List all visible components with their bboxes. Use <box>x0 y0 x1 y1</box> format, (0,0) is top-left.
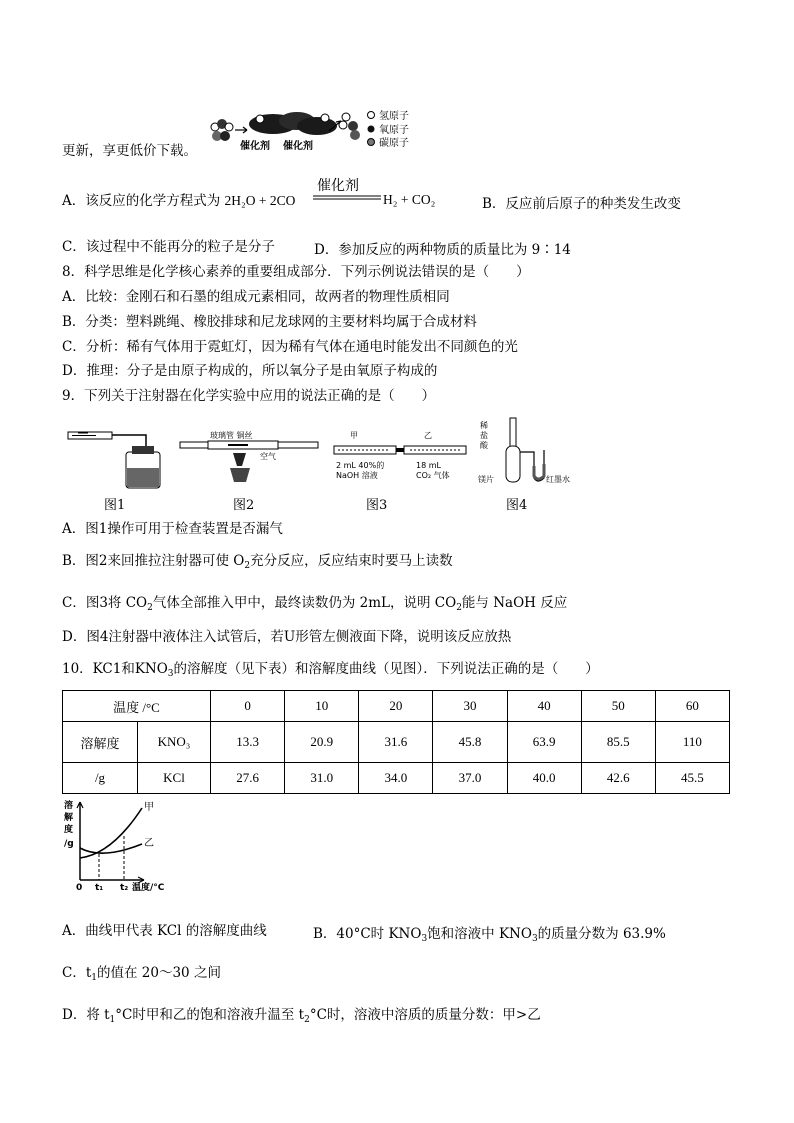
q10-option-a[interactable]: A．曲线甲代表 KCl 的溶解度曲线 <box>62 923 267 939</box>
graph-tick-t1: t₁ <box>95 883 104 893</box>
kcl-10: 31.0 <box>285 763 359 794</box>
q10-option-b-2: 饱和溶液中 KNO <box>427 926 532 942</box>
graph-ylabel-2: 解 <box>64 813 74 823</box>
kcl-30: 37.0 <box>433 763 507 794</box>
q9-option-c-sub2: 2 <box>456 603 462 613</box>
kno3-50: 85.5 <box>581 722 655 763</box>
q10-option-d-sub1: 1 <box>109 1015 116 1025</box>
kcl-20: 34.0 <box>359 763 433 794</box>
figure-1-label: 图1 <box>104 498 126 513</box>
curve-yi <box>80 844 142 853</box>
header-temp-label: 温度 /°C <box>63 691 211 722</box>
q8-stem: 8．科学思维是化学核心素养的重要组成部分．下列示例说法错误的是（ ） <box>62 264 530 280</box>
solubility-table <box>62 690 730 794</box>
graph-ylabel-1: 溶 <box>64 801 74 811</box>
figure-2-label: 图2 <box>233 498 255 513</box>
q10-stem-1: 10．KC1和KNO <box>62 661 168 677</box>
table-row-kcl <box>63 763 730 794</box>
q9-option-c-2: 气体全部推入甲中，最终读数仍为 2mL，说明 CO <box>152 595 457 611</box>
graph-origin: 0 <box>76 883 83 893</box>
q9-option-d[interactable]: D．图4注射器中液体注入试管后，若U形管左侧液面下降，说明该反应放热 <box>62 629 512 645</box>
fig3-label-yi: 乙 <box>424 431 432 440</box>
fig4-label-red-ink: 红墨水 <box>546 475 570 484</box>
fig2-label-air: 空气 <box>260 452 276 461</box>
q9-option-a[interactable]: A．图1操作可用于检查装置是否漏气 <box>62 521 283 537</box>
q10-option-d-1: D．将 t <box>62 1007 110 1023</box>
q7-option-a[interactable] <box>62 192 295 210</box>
q9-stem: 9．下列关于注射器在化学实验中应用的说法正确的是（ ） <box>62 388 436 404</box>
q7-left-text: 更新，享更低价下载。 <box>62 143 197 159</box>
fig4-label-1: 稀 <box>480 421 488 430</box>
table-row-header <box>63 691 730 722</box>
q7-equation-left: 2H₂O + 2CO <box>224 193 296 208</box>
table-row-kno3 <box>63 722 730 763</box>
q7-option-a-prefix: A．该反应的化学方程式为 <box>62 193 221 209</box>
kcl-60: 45.5 <box>655 763 729 794</box>
q7-equation-catalyst: 催化剂 <box>317 178 359 194</box>
q10-stem-2: 的溶解度（见下表）和溶解度曲线（见图）．下列说法正确的是（ ） <box>173 661 599 677</box>
fig2-label-tube: 玻璃管 铜丝 <box>210 431 253 440</box>
figure-1-apparatus <box>66 422 166 490</box>
figure-4-label: 图4 <box>506 498 528 513</box>
q10-option-c-2: 的值在 20～30 之间 <box>97 965 221 981</box>
kcl-40: 40.0 <box>507 763 581 794</box>
q9-option-b[interactable] <box>62 552 453 570</box>
kno3-20: 31.6 <box>359 722 433 763</box>
fig3-label-naoh: NaOH 溶液 <box>336 471 378 480</box>
row-label-kcl-cell <box>63 763 211 794</box>
kcl-50: 42.6 <box>581 763 655 794</box>
figure-3-apparatus <box>332 428 472 486</box>
q7-option-d[interactable]: D．参加反应的两种物质的质量比为 9∶14 <box>314 242 571 258</box>
header-temp-30: 30 <box>433 691 507 722</box>
fig3-label-naoh-vol: 2 mL 40%的 <box>336 461 385 470</box>
kno3-label: KNO₃ <box>157 734 191 749</box>
q7-option-c[interactable]: C．该过程中不能再分的粒子是分子 <box>62 239 275 255</box>
header-temp-60: 60 <box>655 691 729 722</box>
graph-xlabel: 温度/°C <box>132 883 165 893</box>
equation-double-line <box>313 195 381 201</box>
graph-ylabel-4: /g <box>64 839 74 849</box>
row-label-solubility <box>63 722 211 763</box>
solubility-curve-graph <box>62 798 174 894</box>
row-label-top: 溶解度 <box>80 735 120 751</box>
q8-option-b[interactable]: B．分类：塑料跳绳、橡胶排球和尼龙球网的主要材料均属于合成材料 <box>62 314 477 330</box>
graph-ylabel-3: 度 <box>64 825 74 835</box>
header-temp-40: 40 <box>507 691 581 722</box>
legend-hydrogen: 氢原子 <box>379 111 409 122</box>
q9-option-c[interactable] <box>62 594 567 612</box>
q10-option-b[interactable] <box>313 922 666 942</box>
graph-tick-t2: t₂ <box>120 883 129 893</box>
curve-jia <box>80 808 142 858</box>
q8-option-d[interactable]: D．推理：分子是由原子构成的，所以氧分子是由氧原子构成的 <box>62 363 438 379</box>
q10-option-d-2: °C时甲和乙的饱和溶液升温至 t <box>115 1007 305 1023</box>
header-temp-50: 50 <box>581 691 655 722</box>
q10-option-c[interactable] <box>62 964 221 982</box>
fig3-label-co2: CO₂ 气体 <box>416 471 450 480</box>
q8-option-c[interactable]: C．分析：稀有气体用于霓虹灯，因为稀有气体在通电时能发出不同颜色的光 <box>62 339 518 355</box>
q9-option-c-sub1: 2 <box>147 603 153 613</box>
q9-option-b-sub: 2 <box>244 561 251 571</box>
legend-oxygen: 氧原子 <box>379 125 409 136</box>
figure-4-apparatus <box>476 416 576 488</box>
kno3-0: 13.3 <box>211 722 285 763</box>
q10-option-b-sub2: 3 <box>531 934 538 944</box>
q7-option-b[interactable]: B．反应前后原子的种类发生改变 <box>482 196 681 212</box>
q10-stem <box>62 660 599 678</box>
catalyst-label-1: 催化剂 <box>240 141 270 152</box>
q9-option-b-pre: B．图2来回推拉注射器可使 O <box>62 553 245 569</box>
figure-3-label: 图3 <box>366 498 388 513</box>
q10-option-d[interactable] <box>62 1006 541 1024</box>
header-temp-10: 10 <box>285 691 359 722</box>
q9-option-c-3: 能与 NaOH 反应 <box>461 595 568 611</box>
kcl-label: KCl <box>163 770 185 785</box>
legend-carbon: 碳原子 <box>379 138 409 149</box>
fig4-label-2: 盐 <box>480 431 488 440</box>
q9-option-c-1: C．图3将 CO <box>62 595 148 611</box>
kno3-60: 110 <box>655 722 729 763</box>
fig4-label-3: 酸 <box>480 441 488 450</box>
catalyst-label-2: 催化剂 <box>283 141 313 152</box>
q7-equation-right: H₂ + CO₂ <box>383 192 436 207</box>
kno3-30: 45.8 <box>433 722 507 763</box>
fig3-label-co2-vol: 18 mL <box>416 461 441 470</box>
fig3-label-jia: 甲 <box>350 431 358 440</box>
q8-option-a[interactable]: A．比较：金刚石和石墨的组成元素相同，故两者的物理性质相同 <box>62 289 450 305</box>
header-temp-0: 0 <box>211 691 285 722</box>
row-label-bottom: /g <box>63 763 138 793</box>
q9-option-b-post: 充分反应，反应结束时要马上读数 <box>250 553 453 569</box>
figure-2-apparatus <box>178 428 323 488</box>
kno3-10: 20.9 <box>285 722 359 763</box>
curve-jia-label: 甲 <box>144 802 154 813</box>
q10-option-b-sub1: 3 <box>421 934 428 944</box>
kno3-40: 63.9 <box>507 722 581 763</box>
q10-option-c-1: C．t <box>62 965 92 981</box>
q10-option-c-sub: 1 <box>91 973 97 983</box>
q10-stem-sub: 3 <box>167 669 174 679</box>
reaction-molecule-diagram <box>205 105 415 155</box>
fig4-label-mg: 镁片 <box>478 475 494 484</box>
header-temp-20: 20 <box>359 691 433 722</box>
q10-option-b-1: B．40°C时 KNO <box>313 926 422 942</box>
curve-yi-label: 乙 <box>144 838 154 849</box>
kcl-0: 27.6 <box>211 763 285 794</box>
q10-option-b-3: 的质量分数为 63.9% <box>537 926 666 942</box>
q10-option-d-3: °C时，溶液中溶质的质量分数：甲>乙 <box>309 1007 541 1023</box>
q10-option-d-sub2: 2 <box>304 1015 310 1025</box>
